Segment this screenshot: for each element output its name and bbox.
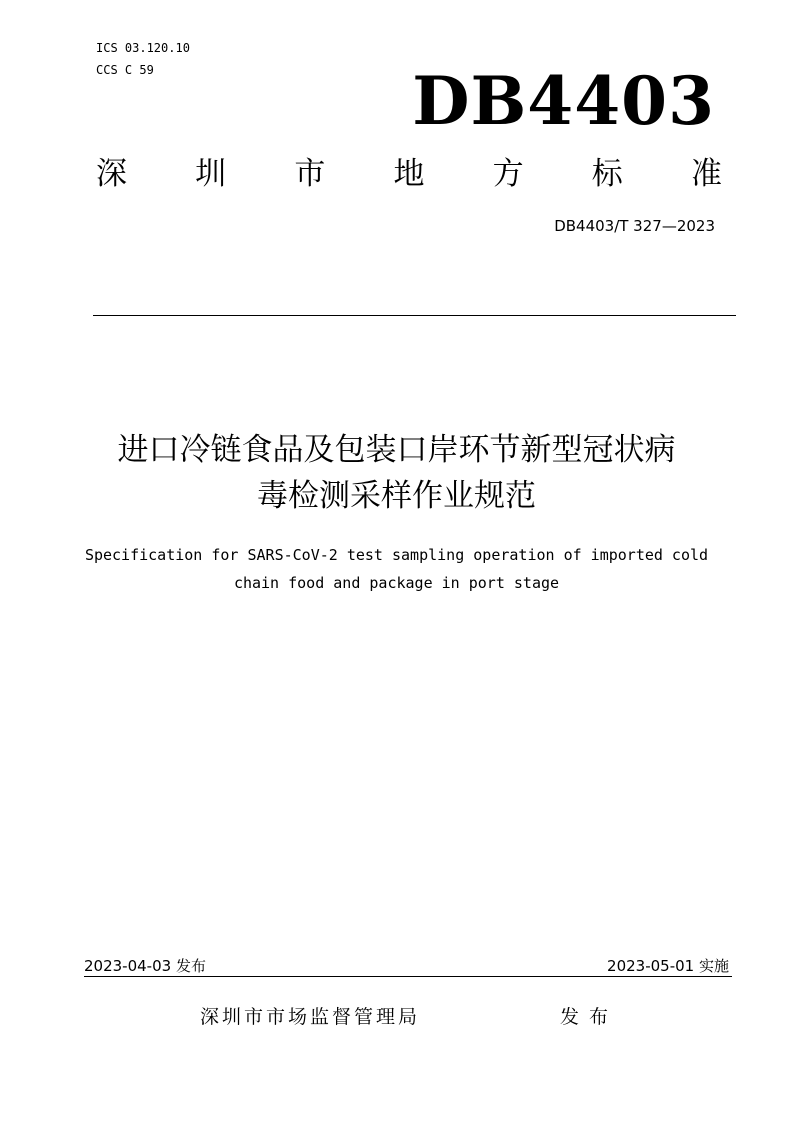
ics-code: ICS 03.120.10 [96, 41, 190, 55]
standard-code-logo: DB4403 [412, 62, 715, 140]
issuing-authority: 深圳市市场监督管理局 [200, 1006, 421, 1028]
standard-type-heading [96, 154, 722, 194]
ccs-code: CCS C 59 [96, 63, 154, 77]
issued-label: 发布 [560, 1006, 619, 1028]
header-divider [93, 315, 736, 316]
standard-type-char: 圳 [195, 156, 227, 192]
standard-number: DB4403/T 327—2023 [554, 217, 715, 235]
standard-type-char: 地 [393, 156, 425, 192]
standard-type-char: 方 [492, 156, 524, 192]
standard-type-char: 标 [591, 156, 623, 192]
footer-divider [84, 976, 732, 977]
issue-date: 2023-04-03 发布 [84, 957, 206, 975]
standard-type-char: 准 [690, 156, 722, 192]
implementation-date: 2023-05-01 实施 [607, 957, 729, 975]
standard-type-char: 深 [96, 156, 127, 192]
title-zh-line-1: 进口冷链食品及包装口岸环节新型冠状病 [117, 432, 676, 468]
standard-type-char: 市 [294, 156, 326, 192]
title-en-line-2: chain food and package in port stage [233, 574, 560, 592]
title-en-line-1: Specification for SARS-CoV-2 test sampling operation of imported cold [84, 546, 709, 564]
title-zh-line-2: 毒检测采样作业规范 [257, 478, 536, 514]
